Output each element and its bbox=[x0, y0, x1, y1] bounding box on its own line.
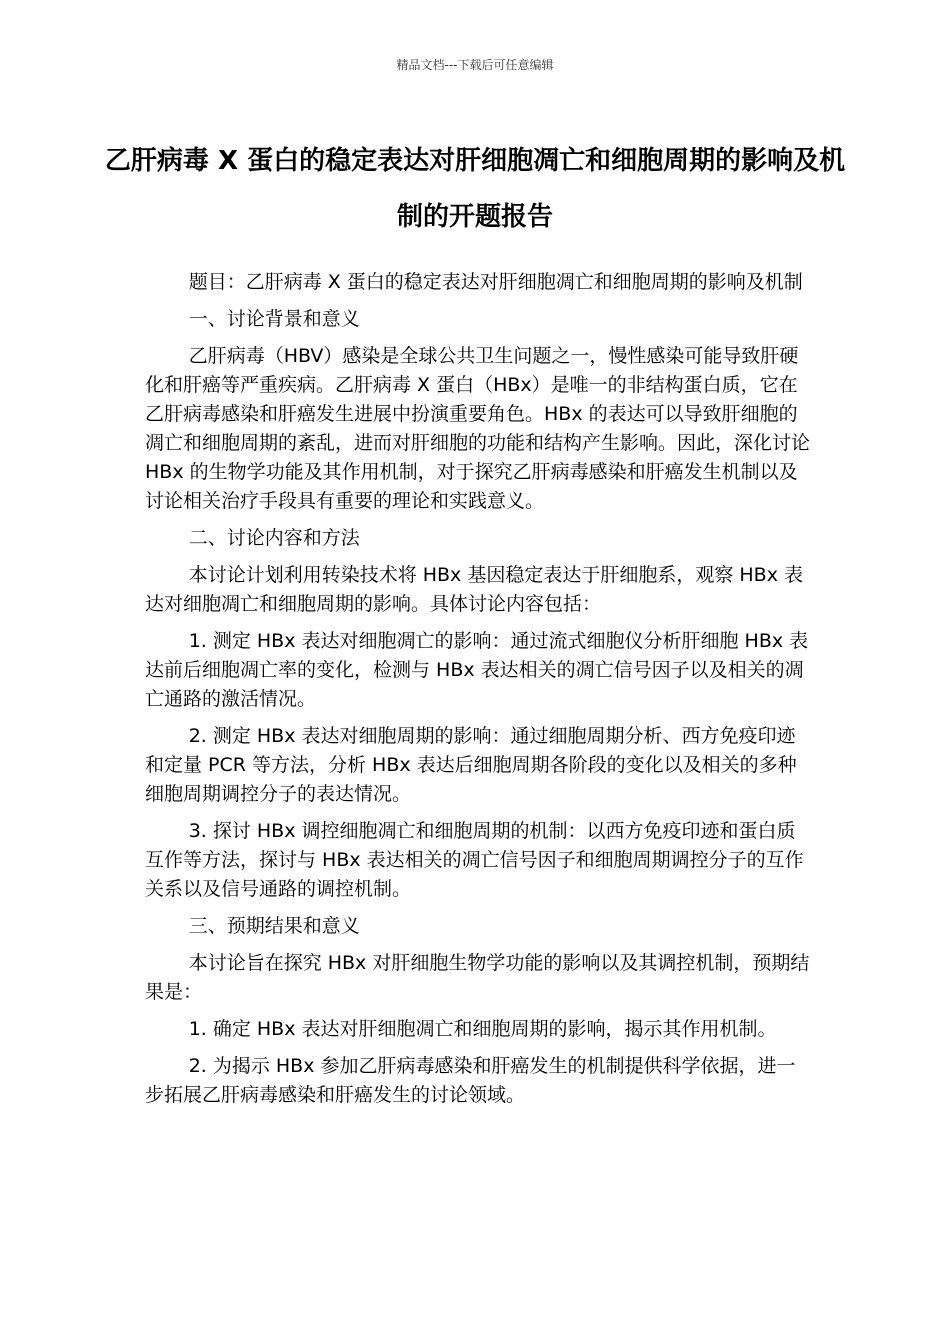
section-heading-background: 一、讨论背景和意义 bbox=[188, 308, 360, 330]
content-item-2: 2. 测定 HBx 表达对细胞周期的影响：通过细胞周期分析、西方免疫印迹和定量 PCR 等方法，分析 HBx 表达后细胞周期各阶段的变化以及相关的多种细胞周期调控分子的表达情况。 bbox=[145, 725, 797, 805]
content-item-1: 1. 测定 HBx 表达对细胞凋亡的影响：通过流式细胞仪分析肝细胞 HBx 表达前后细胞凋亡率的变化，检测与 HBx 表达相关的凋亡信号因子以及相关的凋亡通路的激活情况。 bbox=[145, 630, 809, 710]
document-body bbox=[145, 268, 810, 1118]
page-header: 精品文档---下载后可任意编辑 bbox=[396, 58, 554, 72]
section-heading-expected-results: 三、预期结果和意义 bbox=[188, 915, 360, 937]
topic-paragraph: 题目：乙肝病毒 X 蛋白的稳定表达对肝细胞凋亡和细胞周期的影响及机制 bbox=[188, 271, 803, 293]
background-paragraph: 乙肝病毒（HBV）感染是全球公共卫生问题之一，慢性感染可能导致肝硬化和肝癌等严重疾病。乙肝病毒 X 蛋白（HBx）是唯一的非结构蛋白质，它在乙肝病毒感染和肝癌发生进展中扮演重要角色。HBx 的表达可以导致肝细胞的凋亡和细胞周期的紊乱，进而对肝细胞的功能和结构产生影响。因此，深化讨论 HBx 的生物学功能及其作用机制，对于探究乙肝病毒感染和肝癌发生机制以及讨论相关治疗手段具有重要的理论和实践意义。 bbox=[145, 345, 811, 512]
content-intro-paragraph: 本讨论计划利用转染技术将 HBx 基因稳定表达于肝细胞系，观察 HBx 表达对细胞凋亡和细胞周期的影响。具体讨论内容包括： bbox=[145, 564, 803, 615]
result-item-1: 1. 确定 HBx 表达对肝细胞凋亡和细胞周期的影响，揭示其作用机制。 bbox=[188, 1018, 777, 1040]
section-heading-content-methods: 二、讨论内容和方法 bbox=[188, 527, 360, 549]
document-title: 乙肝病毒 X 蛋白的稳定表达对肝细胞凋亡和细胞周期的影响及机制的开题报告 bbox=[104, 146, 846, 232]
result-item-2: 2. 为揭示 HBx 参加乙肝病毒感染和肝癌发生的机制提供科学依据，进一步拓展乙肝病毒感染和肝癌发生的讨论领域。 bbox=[145, 1055, 796, 1106]
content-item-3: 3. 探讨 HBx 调控细胞凋亡和细胞周期的机制：以西方免疫印迹和蛋白质互作等方法，探讨与 HBx 表达相关的凋亡信号因子和细胞周期调控分子的互作关系以及信号通路的调控机制。 bbox=[145, 820, 804, 900]
results-intro-paragraph: 本讨论旨在探究 HBx 对肝细胞生物学功能的影响以及其调控机制，预期结果是： bbox=[145, 952, 810, 1003]
